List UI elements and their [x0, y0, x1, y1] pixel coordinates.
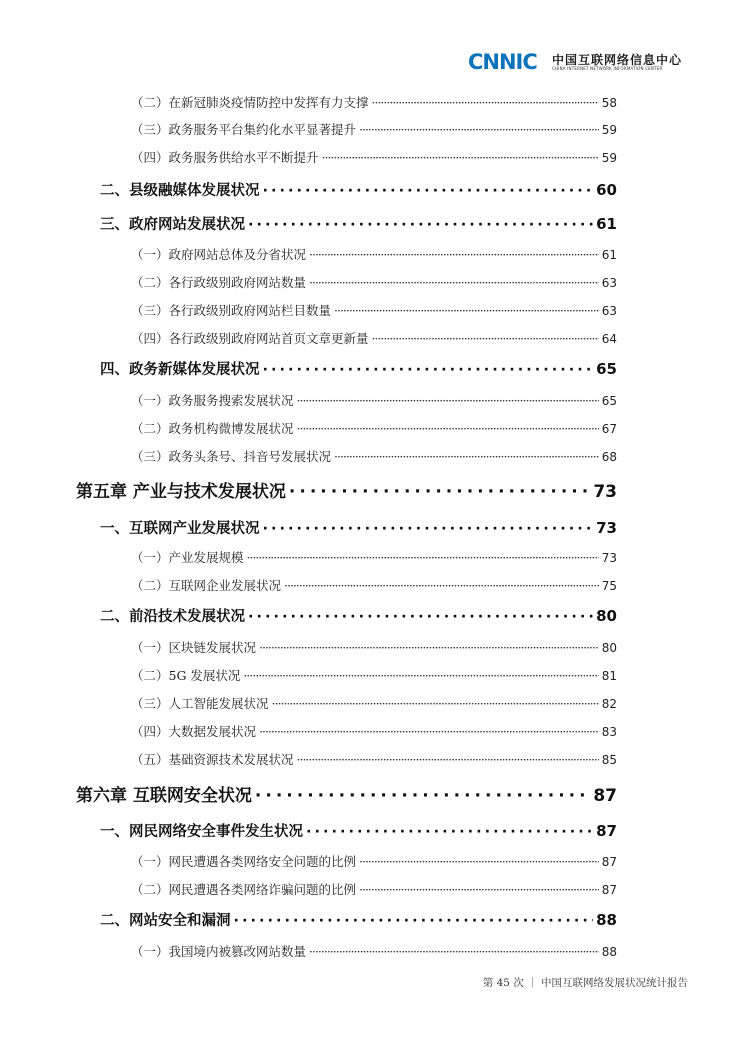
toc-leader-dots	[309, 944, 599, 959]
toc-entry[interactable]	[100, 909, 617, 930]
toc-leader-dots	[309, 247, 599, 262]
toc-entry-label: 四、政务新媒体发展状况	[100, 361, 260, 378]
toc-entry-page: 83	[601, 725, 617, 739]
toc-leader-dots	[259, 724, 599, 739]
toc-leader-dots	[263, 362, 594, 378]
toc-entry-page: 85	[601, 753, 617, 767]
toc-entry-page: 63	[601, 276, 617, 290]
toc-leader-dots	[334, 303, 599, 318]
toc-leader-dots	[259, 640, 599, 655]
toc-entry-page: 87	[593, 786, 617, 806]
toc-entry[interactable]	[131, 576, 617, 594]
org-name-cn: 中国互联网络信息中心	[552, 53, 683, 67]
toc-entry-page: 87	[601, 883, 617, 897]
toc-entry-label: （一）我国境内被篡改网站数量	[131, 944, 307, 959]
toc-entry-page: 67	[601, 422, 617, 436]
toc-entry-label: （四）政务服务供给水平不断提升	[131, 150, 319, 165]
toc-leader-dots	[372, 95, 599, 110]
toc-leader-dots	[263, 183, 594, 199]
toc-leader-dots	[334, 449, 599, 464]
toc-entry-page: 59	[601, 151, 617, 165]
toc-entry-page: 73	[593, 482, 617, 502]
toc-entry-label: 二、县级融媒体发展状况	[100, 182, 260, 199]
toc-leader-dots	[234, 913, 594, 929]
toc-entry-label: （二）各行政级别政府网站数量	[131, 275, 307, 290]
toc-entry-label: （二）网民遭遇各类网络诈骗问题的比例	[131, 882, 357, 897]
toc-entry[interactable]	[76, 477, 617, 502]
toc-leader-dots	[248, 217, 593, 233]
toc-leader-dots	[243, 668, 598, 683]
toc-entry-page: 59	[601, 123, 617, 137]
page-footer: 第 45 次 ｜ 中国互联网络发展状况统计报告	[482, 977, 688, 989]
toc-leader-dots	[263, 521, 594, 537]
toc-entry[interactable]	[131, 148, 617, 166]
toc-entry-page: 63	[601, 304, 617, 318]
toc-entry-label: 一、互联网产业发展状况	[100, 520, 260, 537]
toc-entry-page: 68	[601, 450, 617, 464]
toc-entry[interactable]	[131, 329, 617, 347]
toc-entry-label: （四）大数据发展状况	[131, 724, 257, 739]
toc-leader-dots	[284, 578, 599, 593]
toc-entry[interactable]	[131, 722, 617, 740]
toc-entry-label: （二）在新冠肺炎疫情防控中发挥有力支撑	[131, 95, 369, 110]
toc-leader-dots	[297, 421, 599, 436]
toc-entry[interactable]	[131, 93, 617, 111]
toc-entry-page: 81	[601, 669, 617, 683]
toc-entry[interactable]	[131, 750, 617, 768]
toc-entry[interactable]	[131, 419, 617, 437]
toc-entry[interactable]	[76, 781, 617, 806]
toc-entry-page: 75	[601, 579, 617, 593]
toc-entry-label: （四）各行政级别政府网站首页文章更新量	[131, 331, 369, 346]
toc-entry[interactable]	[131, 638, 617, 656]
toc-leader-dots	[255, 786, 590, 806]
toc-entry-label: （五）基础资源技术发展状况	[131, 752, 294, 767]
toc-leader-dots	[372, 331, 599, 346]
toc-leader-dots	[322, 150, 599, 165]
toc-entry-page: 73	[596, 518, 617, 537]
toc-entry[interactable]	[100, 213, 617, 234]
toc-entry-page: 87	[596, 821, 617, 840]
toc-entry[interactable]	[100, 517, 617, 538]
toc-entry-label: （一）产业发展规模	[131, 550, 244, 565]
toc-entry-label: 第五章 产业与技术发展状况	[76, 482, 286, 502]
toc-entry[interactable]	[131, 852, 617, 870]
toc-entry-label: （二）互联网企业发展状况	[131, 578, 282, 593]
org-name-en: CHINA INTERNET NETWORK INFORMATION CENTER	[552, 66, 663, 71]
toc-leader-dots	[359, 882, 599, 897]
toc-leader-dots	[248, 609, 593, 625]
toc-leader-dots	[297, 752, 599, 767]
toc-entry[interactable]	[131, 694, 617, 712]
toc-leader-dots	[289, 482, 590, 502]
toc-entry-page: 82	[601, 697, 617, 711]
toc-entry-page: 80	[601, 641, 617, 655]
toc-entry[interactable]	[131, 447, 617, 465]
toc-entry[interactable]	[131, 548, 617, 566]
toc-entry[interactable]	[131, 942, 617, 960]
toc-entry-page: 64	[601, 332, 617, 346]
toc-entry-label: （二）5G 发展状况	[131, 668, 241, 683]
toc-entry-label: 三、政府网站发展状况	[100, 216, 245, 233]
toc-entry-page: 88	[596, 910, 617, 929]
toc-entry[interactable]	[100, 820, 617, 841]
toc-entry-label: 二、网站安全和漏洞	[100, 912, 231, 929]
toc-entry-page: 88	[601, 945, 617, 959]
toc-leader-dots	[272, 696, 599, 711]
toc-leader-dots	[359, 854, 599, 869]
toc-leader-dots	[297, 393, 599, 408]
toc-entry[interactable]	[100, 179, 617, 200]
toc-entry-page: 61	[601, 248, 617, 262]
toc-entry-label: （三）各行政级别政府网站栏目数量	[131, 303, 332, 318]
toc-leader-dots	[306, 824, 593, 840]
toc-entry-page: 58	[601, 96, 617, 110]
logo-mark: CNNIC	[468, 50, 537, 74]
toc-entry[interactable]	[100, 605, 617, 626]
toc-entry-page: 73	[601, 551, 617, 565]
toc-entry-page: 60	[596, 180, 617, 199]
toc-entry[interactable]	[131, 880, 617, 898]
toc-entry-page: 65	[596, 359, 617, 378]
toc-entry[interactable]	[131, 273, 617, 291]
toc-entry-label: 二、前沿技术发展状况	[100, 608, 245, 625]
toc-entry-label: （三）人工智能发展状况	[131, 696, 269, 711]
toc-entry-label: （二）政务机构微博发展状况	[131, 421, 294, 436]
toc-entry-label: （一）政府网站总体及分省状况	[131, 247, 307, 262]
toc-entry-page: 65	[601, 394, 617, 408]
toc-entry[interactable]	[131, 245, 617, 263]
toc-entry-page: 61	[596, 214, 617, 233]
toc-entry-label: 一、网民网络安全事件发生状况	[100, 823, 303, 840]
toc-entry-page: 80	[596, 606, 617, 625]
toc-entry[interactable]	[131, 666, 617, 684]
toc-entry-label: （一）区块链发展状况	[131, 640, 257, 655]
toc-entry-label: 第六章 互联网安全状况	[76, 786, 252, 806]
toc-entry-page: 87	[601, 855, 617, 869]
toc-entry[interactable]	[131, 391, 617, 409]
toc-leader-dots	[359, 122, 599, 137]
toc-entry-label: （三）政务头条号、抖音号发展状况	[131, 449, 332, 464]
toc-entry[interactable]	[100, 358, 617, 379]
toc-leader-dots	[247, 550, 599, 565]
toc-entry-label: （一）政务服务搜索发展状况	[131, 393, 294, 408]
toc-entry[interactable]	[131, 301, 617, 319]
toc-entry[interactable]	[131, 120, 617, 138]
toc-entry-label: （一）网民遭遇各类网络安全问题的比例	[131, 854, 357, 869]
toc-leader-dots	[309, 275, 599, 290]
toc-entry-label: （三）政务服务平台集约化水平显著提升	[131, 122, 357, 137]
